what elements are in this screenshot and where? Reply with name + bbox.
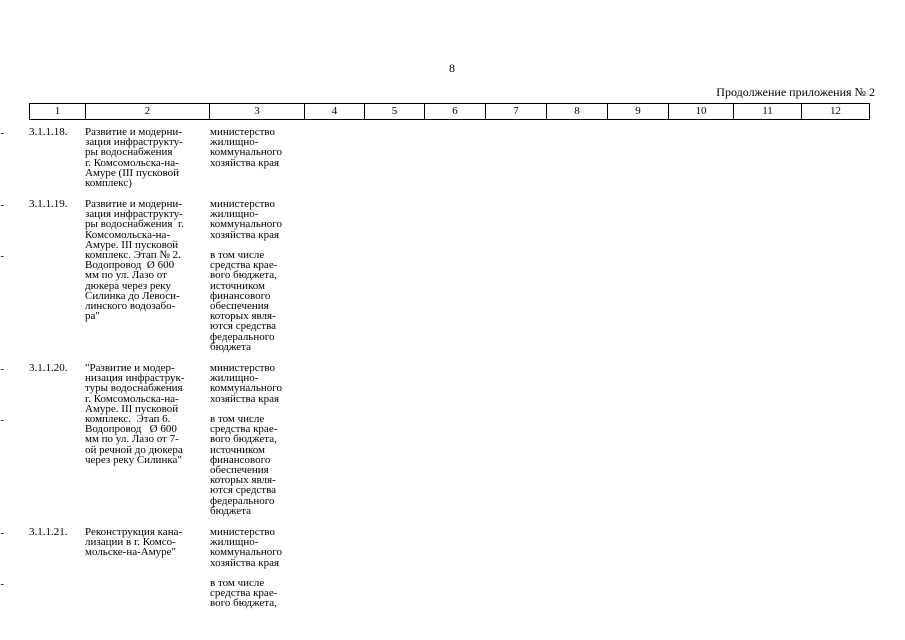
header-col-4: 4: [305, 104, 365, 120]
value-col-12: -: [0, 527, 4, 539]
row-number: 3.1.1.18.: [29, 126, 68, 138]
row-name: Развитие и модерни- зация инфраструкту- ры водоснабжения г. Комсомольска-на- Амуре (III пусковой комплекс): [85, 126, 183, 190]
header-col-2: 2: [86, 104, 210, 120]
header-col-5: 5: [365, 104, 425, 120]
value-col-12: -: [0, 363, 4, 375]
row-executor: в том числе средства крае- вого бюджета, источником финансового обеспечения которых явля- ются средства федерального бюджета: [210, 413, 278, 517]
value-col-12: -: [0, 250, 4, 262]
row-name: "Развитие и модер- низация инфраструк- туры водоснабжения г. Комсомольска-на- Амуре. III пусковой комплекс. Этап 6. Водопровод Ø 600 мм по ул. Лазо от 7- ой речной до дюкера через реку Силинка": [85, 362, 185, 466]
value-col-12: -: [0, 127, 4, 139]
row-executor: в том числе средства крае- вого бюджета,: [210, 577, 278, 610]
header-col-1: 1: [30, 104, 86, 120]
row-executor: министерство жилищно- коммунального хозяйства края: [210, 126, 282, 169]
page-number: 8: [449, 61, 455, 75]
continuation-note: Продолжение приложения № 2: [716, 85, 875, 99]
header-col-3: 3: [210, 104, 305, 120]
header-col-8: 8: [547, 104, 608, 120]
header-col-10: 10: [669, 104, 734, 120]
header-col-11: 11: [734, 104, 802, 120]
header-col-7: 7: [486, 104, 547, 120]
row-executor: в том числе средства крае- вого бюджета, источником финансового обеспечения которых явля- ются средства федерального бюджета: [210, 249, 278, 353]
row-number: 3.1.1.20.: [29, 362, 68, 374]
value-col-12: -: [0, 578, 4, 590]
table-header: [29, 103, 870, 120]
row-number: 3.1.1.19.: [29, 198, 68, 210]
row-executor: министерство жилищно- коммунального хозяйства края: [210, 362, 282, 405]
row-executor: министерство жилищно- коммунального хозяйства края: [210, 198, 282, 241]
row-name: Реконструкция кана- лизации в г. Комсо- мольске-на-Амуре": [85, 526, 183, 559]
header-col-12: 12: [802, 104, 870, 120]
header-col-6: 6: [425, 104, 486, 120]
row-executor: министерство жилищно- коммунального хозяйства края: [210, 526, 282, 569]
value-col-12: -: [0, 199, 4, 211]
header-col-9: 9: [608, 104, 669, 120]
value-col-12: -: [0, 414, 4, 426]
row-name: Развитие и модерни- зация инфраструкту- ры водоснабжения г. Комсомольска-на- Амуре. III пусковой комплекс. Этап № 2. Водопровод Ø 600 мм по ул. Лазо от дюкера через реку Силинка до Левоси- линского водозабо- ра": [85, 198, 184, 323]
row-number: 3.1.1.21.: [29, 526, 68, 538]
